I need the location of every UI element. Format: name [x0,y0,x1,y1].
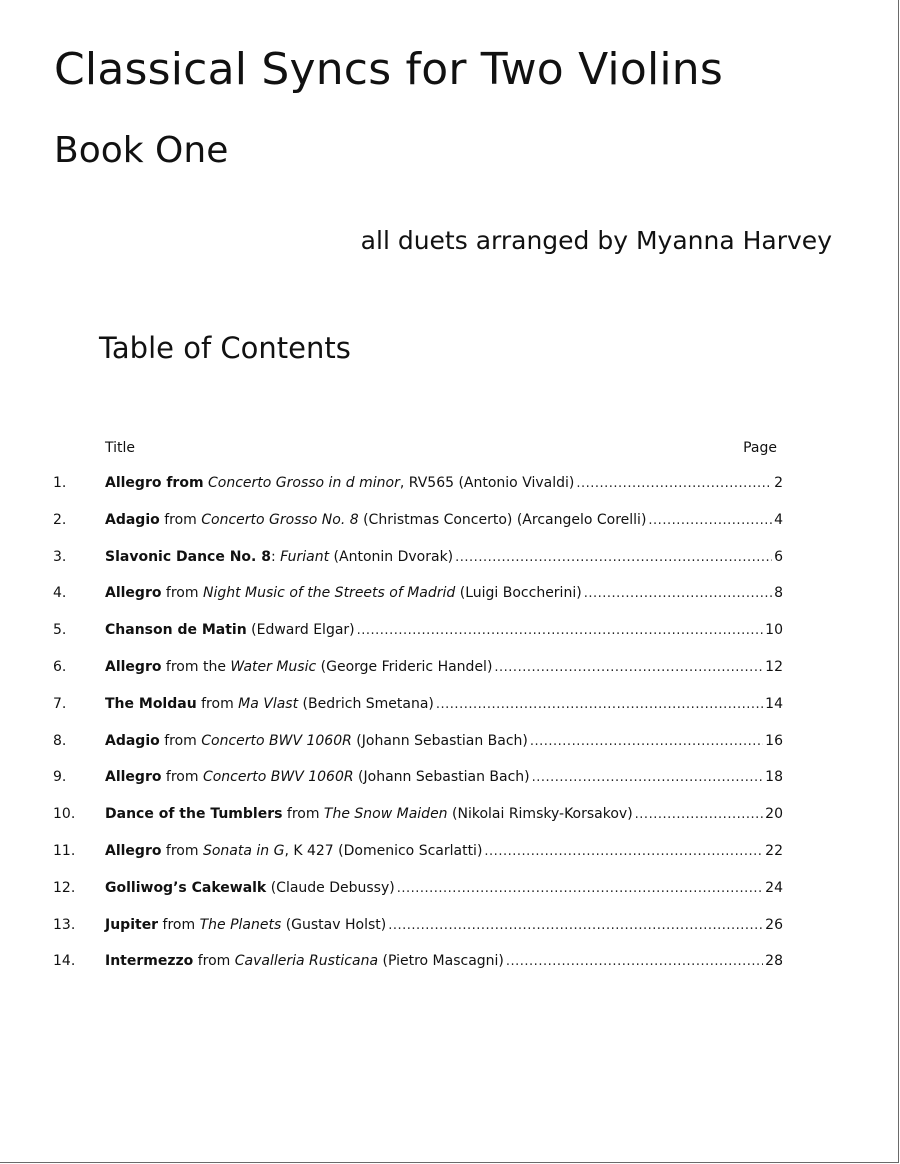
dot-leader [576,476,772,491]
toc-entry-text: (Antonin Dvorak) [329,548,454,565]
toc-entry-number: 2. [53,511,67,528]
toc-entry-work-title: Water Music [230,658,317,675]
dot-leader [357,623,764,638]
toc-entry-text: from [161,585,203,602]
dot-leader [530,734,763,749]
toc-entry-page: 8 [774,585,783,602]
toc-entry-bold-title: Slavonic Dance No. 8 [105,548,271,565]
toc-entry-title [105,880,395,896]
dot-leader [584,586,772,601]
toc-entry [53,475,783,512]
toc-entry-work-title: The Planets [199,916,282,933]
toc-entry-title [105,953,504,969]
toc-entry-work-title: The Snow Maiden [323,806,448,823]
toc-entry-number: 14. [53,953,76,970]
toc-entry-page: 6 [774,548,783,565]
toc-entry-work-title: Cavalleria Rusticana [234,953,379,970]
dot-leader [436,697,763,712]
toc-entry-bold-title: Golliwog’s Cakewalk [105,879,267,896]
arranger-credit: all duets arranged by Myanna Harvey [360,226,832,255]
toc-entry-text: (Gustav Holst) [281,916,387,933]
toc-entry-page: 4 [774,511,783,528]
toc-entry-bold-title: Allegro [105,769,162,786]
dot-leader [455,550,772,565]
toc-entry-page: 12 [765,658,783,675]
toc-entry-page: 26 [765,916,783,933]
toc-entry [53,622,783,659]
dot-leader [484,844,763,859]
toc-entry-number: 12. [53,879,76,896]
toc-entry [53,512,783,549]
toc-entry-text: from [196,695,239,712]
dot-leader [635,807,764,822]
toc-entry-bold-title: Jupiter [105,916,159,933]
toc-entry-text: (Pietro Mascagni) [378,953,504,970]
toc-entry-page: 10 [765,622,783,639]
toc-entry-title [105,549,453,565]
toc-entry-text: from [282,806,324,823]
book-title: Classical Syncs for Two Violins [54,44,724,95]
toc-entry-page: 22 [765,842,783,859]
toc-entry-bold-title: Intermezzo [105,953,194,970]
toc-entry-page: 14 [765,695,783,712]
toc-entry-title [105,769,530,785]
toc-entry-title [105,659,492,675]
toc-heading: Table of Contents [99,331,351,365]
toc-entry [53,769,783,806]
toc-entry-text: : [270,548,281,565]
toc-entry-text: (Bedrich Smetana) [298,695,434,712]
toc-entry-page: 16 [765,732,783,749]
toc-entry-number: 4. [53,585,67,602]
toc-entry-title [105,806,633,822]
dot-leader [506,954,763,969]
toc-entry-work-title: Concerto BWV 1060R [201,732,352,749]
toc-entry-title [105,512,646,528]
toc-list [53,475,783,990]
toc-entry [53,953,783,990]
toc-entry-number: 1. [53,475,67,491]
toc-entry-bold-title: Allegro [105,658,162,675]
toc-entry-page: 28 [765,953,783,970]
toc-entry-title [105,475,574,491]
toc-entry [53,843,783,880]
toc-entry-bold-title: Adagio [105,732,160,749]
toc-entry [53,733,783,770]
toc-entry-page: 2 [774,475,783,491]
toc-entry-title [105,696,434,712]
toc-entry-title [105,917,386,933]
toc-entry-page: 18 [765,769,783,786]
toc-entry-title [105,733,528,749]
toc-entry-number: 5. [53,622,67,639]
toc-entry-text: (Christmas Concerto) (Arcangelo Corelli) [358,511,647,528]
toc-entry [53,917,783,954]
toc-entry-work-title: Concerto BWV 1060R [202,769,354,786]
toc-entry-work-title: Furiant [280,548,330,565]
toc-entry-number: 8. [53,732,67,749]
toc-entry-bold-title: Allegro from [105,475,204,491]
toc-entry-page: 20 [765,806,783,823]
dot-leader [494,660,763,675]
toc-entry [53,696,783,733]
toc-column-page: Page [743,440,777,456]
toc-entry-number: 6. [53,658,67,675]
toc-entry-title [105,585,582,601]
dot-leader [648,513,772,528]
toc-entry-bold-title: The Moldau [105,695,197,712]
toc-entry-number: 11. [53,842,76,859]
toc-entry-text: from [161,769,203,786]
dot-leader [397,881,763,896]
toc-entry [53,880,783,917]
toc-entry-text: , K 427 (Domenico Scarlatti) [284,842,483,859]
toc-entry-bold-title: Adagio [105,511,160,528]
toc-entry-text: from [161,842,203,859]
toc-entry-text: from [158,916,200,933]
toc-entry-bold-title: Allegro [105,585,162,602]
toc-entry [53,585,783,622]
toc-entry-text: (Johann Sebastian Bach) [353,769,530,786]
toc-entry-number: 9. [53,769,67,786]
toc-entry-work-title: Night Music of the Streets of Madrid [202,585,456,602]
toc-entry-work-title: Concerto Grosso No. 8 [201,511,359,528]
toc-entry-text: from [193,953,235,970]
toc-entry-text: (Luigi Boccherini) [455,585,582,602]
toc-entry-title [105,622,355,638]
toc-entry-number: 3. [53,548,67,565]
toc-entry-text: , RV565 (Antonio Vivaldi) [399,475,575,491]
toc-entry-work-title: Concerto Grosso in d minor [208,475,400,491]
toc-entry-text: from the [161,658,231,675]
dot-leader [532,770,764,785]
toc-entry-text: from [159,511,202,528]
toc-entry-text: (Edward Elgar) [246,622,355,639]
toc-entry-bold-title: Allegro [105,842,162,859]
toc-entry-number: 10. [53,806,76,823]
toc-entry-text: (Nikolai Rimsky-Korsakov) [447,806,633,823]
toc-entry-work-title: Sonata in G [202,842,285,859]
dot-leader [388,918,763,933]
toc-column-title: Title [105,440,136,456]
toc-entry-number: 7. [53,695,67,712]
book-subtitle: Book One [54,130,229,171]
toc-entry-text: (Johann Sebastian Bach) [351,732,528,749]
toc-entry-page: 24 [765,879,783,896]
toc-entry [53,659,783,696]
toc-entry-text: (Claude Debussy) [266,879,395,896]
toc-entry-bold-title: Dance of the Tumblers [105,806,283,823]
toc-entry-text: (George Frideric Handel) [316,658,493,675]
toc-entry [53,549,783,586]
toc-entry-bold-title: Chanson de Matin [105,622,247,639]
toc-entry [53,806,783,843]
toc-entry-number: 13. [53,916,76,933]
toc-entry-title [105,843,482,859]
toc-entry-text: from [159,732,202,749]
toc-entry-work-title: Ma Vlast [238,695,299,712]
